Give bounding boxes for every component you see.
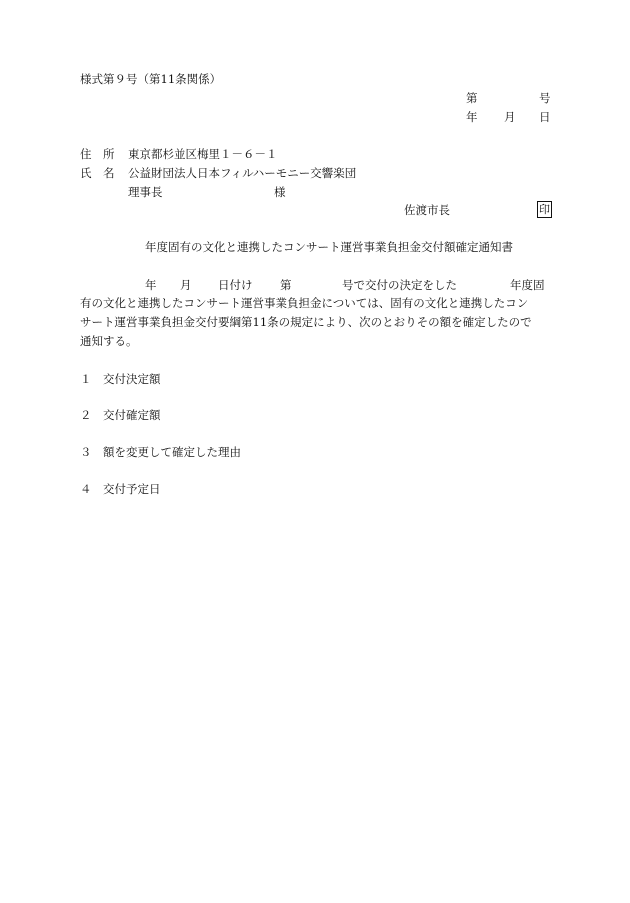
- body-year-end: 年度固: [510, 278, 545, 292]
- body-decision-text: 号で交付の決定をした: [342, 278, 457, 292]
- date-year: 年: [466, 110, 478, 124]
- seal-mark: 印: [539, 203, 550, 216]
- item-3-label: 額を変更して確定した理由: [103, 445, 241, 459]
- name-label: 氏 名: [80, 166, 115, 180]
- item-1-number: １: [80, 372, 92, 386]
- body-line-4: 通知する。: [80, 334, 138, 348]
- item-2-number: ２: [80, 408, 92, 422]
- document-title: 年度固有の文化と連携したコンサート運営事業負担金交付額確定通知書: [145, 240, 513, 254]
- body-line-3: サート運営事業負担金交付要綱第11条の規定により、次のとおりその額を確定したので: [80, 315, 532, 329]
- item-2-label: 交付確定額: [103, 408, 161, 422]
- body-date-suffix: 日付け: [218, 278, 253, 292]
- honorific: 様: [274, 185, 286, 199]
- item-4-label: 交付予定日: [103, 482, 161, 496]
- doc-number-prefix: 第: [466, 91, 478, 105]
- item-4-number: ４: [80, 482, 92, 496]
- body-line-2: 有の文化と連携したコンサート運営事業負担金については、固有の文化と連携したコン: [80, 296, 529, 310]
- body-no-prefix: 第: [280, 278, 292, 292]
- date-day: 日: [539, 110, 551, 124]
- body-year: 年: [145, 278, 157, 292]
- issuer-title: 佐渡市長: [404, 203, 450, 217]
- date-month: 月: [504, 110, 516, 124]
- doc-number-suffix: 号: [539, 91, 551, 105]
- form-label: 様式第９号（第11条関係）: [80, 72, 222, 86]
- name-value: 公益財団法人日本フィルハーモニー交響楽団: [128, 166, 357, 180]
- address-value: 東京都杉並区梅里１－６－１: [128, 147, 278, 161]
- body-month: 月: [180, 278, 192, 292]
- address-label: 住 所: [80, 147, 115, 161]
- item-3-number: ３: [80, 445, 92, 459]
- representative-title: 理事長: [128, 185, 163, 199]
- item-1-label: 交付決定額: [103, 372, 161, 386]
